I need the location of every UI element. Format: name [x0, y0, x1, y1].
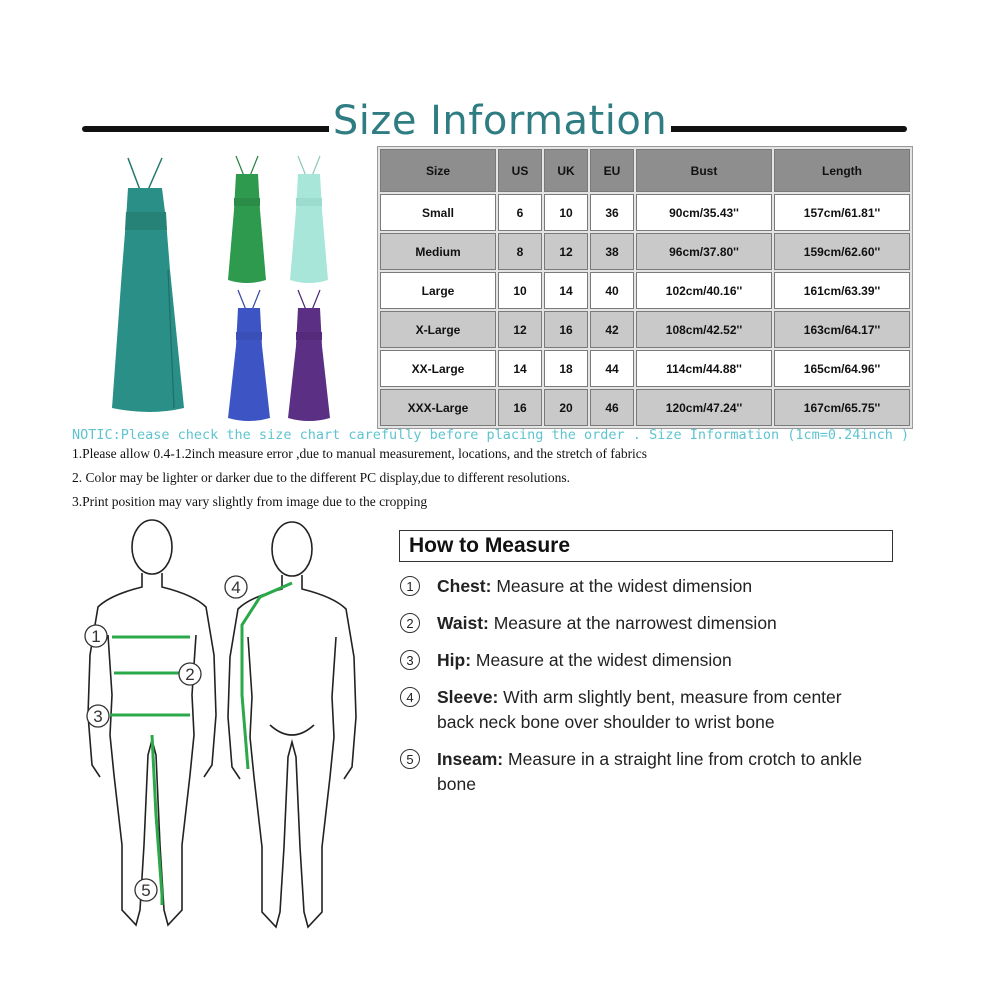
cell-size: XXX-Large [380, 389, 496, 426]
measure-label: Waist: [437, 613, 489, 633]
measure-number: 4 [400, 687, 420, 707]
cell-length: 157cm/61.81'' [774, 194, 910, 231]
cell-us: 14 [498, 350, 542, 387]
dress-images [100, 150, 340, 425]
measure-number: 5 [400, 749, 420, 769]
note-1: 1.Please allow 0.4-1.2inch measure error ,due to manual measurement, locations, and the stretch of fabrics [72, 446, 648, 461]
body-figures [70, 515, 370, 935]
svg-text:2: 2 [185, 665, 195, 684]
cell-us: 6 [498, 194, 542, 231]
notic-text: NOTIC:Please check the size chart carefully before placing the order . Size Information (1cm=0.24inch ) [72, 427, 910, 443]
cell-length: 167cm/65.75'' [774, 389, 910, 426]
cell-bust: 102cm/40.16'' [636, 272, 772, 309]
measure-item-sleeve [400, 685, 920, 737]
cell-us: 8 [498, 233, 542, 270]
cell-eu: 38 [590, 233, 634, 270]
back-figure [228, 522, 356, 927]
cell-uk: 16 [544, 311, 588, 348]
table-row [380, 272, 910, 309]
cell-us: 16 [498, 389, 542, 426]
dress-blue [228, 290, 270, 421]
cell-uk: 14 [544, 272, 588, 309]
header-length: Length [774, 149, 910, 192]
figure-number-5 [135, 879, 157, 901]
measure-text: Measure at the widest dimension [471, 650, 732, 670]
figure-number-1 [85, 625, 107, 647]
cell-uk: 10 [544, 194, 588, 231]
cell-bust: 120cm/47.24'' [636, 389, 772, 426]
measure-label: Hip: [437, 650, 472, 670]
measure-item-inseam [400, 747, 920, 799]
measure-text: Measure at the widest dimension [491, 576, 753, 596]
measure-label: Chest: [437, 576, 492, 596]
measure-number: 3 [400, 650, 420, 670]
page-title-text: Size Information [329, 98, 671, 144]
measure-item-chest [400, 574, 920, 600]
table-row [380, 233, 910, 270]
measure-label: Sleeve: [437, 687, 499, 707]
how-to-measure-header [399, 530, 893, 562]
cell-eu: 46 [590, 389, 634, 426]
cell-bust: 114cm/44.88'' [636, 350, 772, 387]
header-uk: UK [544, 149, 588, 192]
cell-bust: 96cm/37.80'' [636, 233, 772, 270]
cell-size: XX-Large [380, 350, 496, 387]
cell-uk: 18 [544, 350, 588, 387]
measure-number: 1 [400, 576, 420, 596]
header-size: Size [380, 149, 496, 192]
figure-number-3 [87, 705, 109, 727]
cell-size: Medium [380, 233, 496, 270]
figure-number-4 [225, 576, 247, 598]
svg-text:1: 1 [91, 627, 101, 646]
dress-purple [288, 290, 330, 421]
cell-eu: 42 [590, 311, 634, 348]
table-row [380, 389, 910, 426]
dress-teal-large [112, 158, 184, 412]
cell-length: 165cm/64.96'' [774, 350, 910, 387]
cell-size: Small [380, 194, 496, 231]
header-eu: EU [590, 149, 634, 192]
cell-size: Large [380, 272, 496, 309]
cell-eu: 36 [590, 194, 634, 231]
svg-text:5: 5 [141, 881, 151, 900]
svg-text:3: 3 [93, 707, 103, 726]
measure-label: Inseam: [437, 749, 504, 769]
page-title [0, 98, 1000, 144]
cell-us: 12 [498, 311, 542, 348]
note-3: 3.Print position may vary slightly from image due to the cropping [72, 494, 428, 509]
cell-us: 10 [498, 272, 542, 309]
measure-text: Measure at the narrowest dimension [488, 613, 777, 633]
cell-length: 161cm/63.39'' [774, 272, 910, 309]
figure-number-2 [179, 663, 201, 685]
cell-bust: 90cm/35.43'' [636, 194, 772, 231]
dress-mint [290, 156, 328, 283]
note-2: 2. Color may be lighter or darker due to the different PC display,due to different resolutions. [72, 470, 571, 485]
dress-green [228, 156, 266, 283]
table-header-row [380, 149, 910, 192]
cell-bust: 108cm/42.52'' [636, 311, 772, 348]
measure-text: With arm slightly bent, measure from center back neck bone over shoulder to wrist bone [437, 687, 842, 732]
cell-uk: 12 [544, 233, 588, 270]
size-table [377, 146, 913, 429]
measure-text: Measure in a straight line from crotch to ankle bone [437, 749, 863, 794]
cell-length: 159cm/62.60'' [774, 233, 910, 270]
table-row [380, 350, 910, 387]
measure-number: 2 [400, 613, 420, 633]
sleeve-line [242, 583, 292, 769]
header-bust: Bust [636, 149, 772, 192]
cell-length: 163cm/64.17'' [774, 311, 910, 348]
measure-lines [110, 583, 292, 905]
svg-text:4: 4 [231, 578, 241, 597]
table-row [380, 194, 910, 231]
how-to-measure-title: How to Measure [409, 534, 571, 557]
header-us: US [498, 149, 542, 192]
cell-size: X-Large [380, 311, 496, 348]
cell-eu: 44 [590, 350, 634, 387]
table-row [380, 311, 910, 348]
cell-uk: 20 [544, 389, 588, 426]
measure-item-hip [400, 648, 920, 674]
measure-item-waist [400, 611, 920, 637]
cell-eu: 40 [590, 272, 634, 309]
